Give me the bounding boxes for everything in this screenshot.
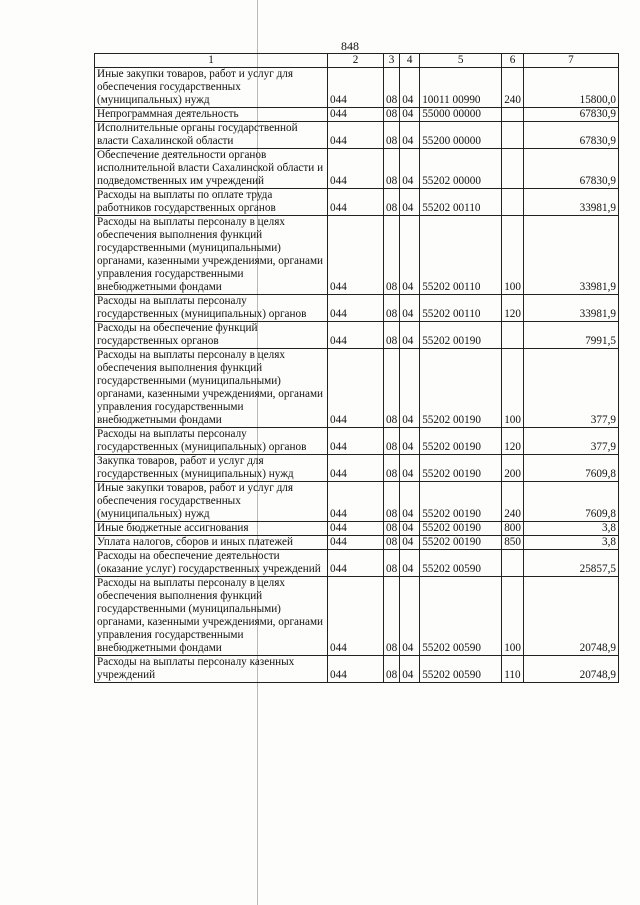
amount: 20748,9 bbox=[523, 656, 618, 683]
table-row bbox=[95, 656, 619, 683]
amount: 7609,8 bbox=[523, 482, 618, 522]
row-name: Иные бюджетные ассигнования bbox=[95, 522, 328, 536]
row-name: Расходы на выплаты персоналу в целях обеспечения выполнения функций государственными (муниципальными) органами, казенными учреждениями, органами управления государственными внебюджетными фондами bbox=[95, 216, 328, 295]
table-row bbox=[95, 550, 619, 577]
row-name: Обеспечение деятельности органов исполнительной власти Сахалинской области и подведомственных им учреждений bbox=[95, 149, 328, 189]
admin-code: 044 bbox=[328, 656, 384, 683]
expense-type-code bbox=[502, 322, 524, 349]
row-name: Закупка товаров, работ и услуг для государственных (муниципальных) нужд bbox=[95, 455, 328, 482]
section-code: 08 bbox=[384, 550, 400, 577]
target-article-code: 55202 00110 bbox=[420, 216, 502, 295]
amount: 7991,5 bbox=[523, 322, 618, 349]
target-article-code: 55202 00190 bbox=[420, 482, 502, 522]
target-article-code: 55200 00000 bbox=[420, 122, 502, 149]
subsection-code: 04 bbox=[400, 189, 420, 216]
amount: 25857,5 bbox=[523, 550, 618, 577]
admin-code: 044 bbox=[328, 189, 384, 216]
section-code: 08 bbox=[384, 189, 400, 216]
amount: 20748,9 bbox=[523, 577, 618, 656]
table-row bbox=[95, 68, 619, 108]
section-code: 08 bbox=[384, 455, 400, 482]
amount: 33981,9 bbox=[523, 216, 618, 295]
admin-code: 044 bbox=[328, 216, 384, 295]
section-code: 08 bbox=[384, 149, 400, 189]
subsection-code: 04 bbox=[400, 522, 420, 536]
table-row bbox=[95, 536, 619, 550]
section-code: 08 bbox=[384, 522, 400, 536]
admin-code: 044 bbox=[328, 295, 384, 322]
expense-type-code bbox=[502, 149, 524, 189]
section-code: 08 bbox=[384, 536, 400, 550]
amount: 377,9 bbox=[523, 428, 618, 455]
page-number: 848 bbox=[341, 39, 359, 53]
subsection-code: 04 bbox=[400, 108, 420, 122]
subsection-code: 04 bbox=[400, 216, 420, 295]
expense-type-code: 100 bbox=[502, 349, 524, 428]
row-name: Расходы на выплаты персоналу государственных (муниципальных) органов bbox=[95, 295, 328, 322]
admin-code: 044 bbox=[328, 428, 384, 455]
target-article-code: 55202 00590 bbox=[420, 550, 502, 577]
section-code: 08 bbox=[384, 122, 400, 149]
target-article-code: 55202 00110 bbox=[420, 295, 502, 322]
expense-type-code: 240 bbox=[502, 482, 524, 522]
admin-code: 044 bbox=[328, 149, 384, 189]
budget-table-body bbox=[95, 54, 619, 683]
expense-type-code: 800 bbox=[502, 522, 524, 536]
admin-code: 044 bbox=[328, 522, 384, 536]
row-name: Расходы на выплаты персоналу в целях обеспечения выполнения функций государственными (муниципальными) органами, казенными учреждениями, органами управления государственными внебюджетными фондами bbox=[95, 349, 328, 428]
amount: 377,9 bbox=[523, 349, 618, 428]
expense-type-code: 120 bbox=[502, 295, 524, 322]
target-article-code: 55000 00000 bbox=[420, 108, 502, 122]
row-name: Расходы на обеспечение деятельности (оказание услуг) государственных учреждений bbox=[95, 550, 328, 577]
section-code: 08 bbox=[384, 577, 400, 656]
target-article-code: 55202 00000 bbox=[420, 149, 502, 189]
table-row bbox=[95, 122, 619, 149]
header-cell: 7 bbox=[523, 54, 618, 68]
amount: 67830,9 bbox=[523, 122, 618, 149]
target-article-code: 55202 00590 bbox=[420, 656, 502, 683]
target-article-code: 10011 00990 bbox=[420, 68, 502, 108]
target-article-code: 55202 00190 bbox=[420, 349, 502, 428]
expense-type-code bbox=[502, 550, 524, 577]
header-cell: 6 bbox=[502, 54, 524, 68]
row-name: Расходы на выплаты персоналу в целях обеспечения выполнения функций государственными (муниципальными) органами, казенными учреждениями, органами управления государственными внебюджетными фондами bbox=[95, 577, 328, 656]
expense-type-code: 240 bbox=[502, 68, 524, 108]
section-code: 08 bbox=[384, 349, 400, 428]
target-article-code: 55202 00190 bbox=[420, 322, 502, 349]
table-row bbox=[95, 149, 619, 189]
header-cell: 5 bbox=[420, 54, 502, 68]
header-row bbox=[95, 54, 619, 68]
expense-type-code: 100 bbox=[502, 577, 524, 656]
target-article-code: 55202 00190 bbox=[420, 428, 502, 455]
expense-type-code: 120 bbox=[502, 428, 524, 455]
header-cell: 4 bbox=[400, 54, 420, 68]
section-code: 08 bbox=[384, 295, 400, 322]
row-name: Непрограммная деятельность bbox=[95, 108, 328, 122]
row-name: Расходы на обеспечение функций государственных органов bbox=[95, 322, 328, 349]
expense-type-code: 110 bbox=[502, 656, 524, 683]
section-code: 08 bbox=[384, 428, 400, 455]
admin-code: 044 bbox=[328, 349, 384, 428]
expense-type-code bbox=[502, 122, 524, 149]
row-name: Иные закупки товаров, работ и услуг для обеспечения государственных (муниципальных) нужд bbox=[95, 68, 328, 108]
subsection-code: 04 bbox=[400, 349, 420, 428]
table-row bbox=[95, 349, 619, 428]
subsection-code: 04 bbox=[400, 68, 420, 108]
expense-type-code bbox=[502, 108, 524, 122]
admin-code: 044 bbox=[328, 536, 384, 550]
budget-table bbox=[94, 53, 619, 683]
subsection-code: 04 bbox=[400, 295, 420, 322]
subsection-code: 04 bbox=[400, 322, 420, 349]
amount: 67830,9 bbox=[523, 108, 618, 122]
subsection-code: 04 bbox=[400, 149, 420, 189]
expense-type-code: 850 bbox=[502, 536, 524, 550]
amount: 3,8 bbox=[523, 522, 618, 536]
header-cell: 1 bbox=[95, 54, 328, 68]
expense-type-code bbox=[502, 189, 524, 216]
amount: 33981,9 bbox=[523, 189, 618, 216]
target-article-code: 55202 00190 bbox=[420, 455, 502, 482]
target-article-code: 55202 00590 bbox=[420, 577, 502, 656]
row-name: Уплата налогов, сборов и иных платежей bbox=[95, 536, 328, 550]
table-row bbox=[95, 522, 619, 536]
table-row bbox=[95, 455, 619, 482]
admin-code: 044 bbox=[328, 577, 384, 656]
table-row bbox=[95, 322, 619, 349]
section-code: 08 bbox=[384, 656, 400, 683]
amount: 7609,8 bbox=[523, 455, 618, 482]
expense-type-code: 200 bbox=[502, 455, 524, 482]
section-code: 08 bbox=[384, 68, 400, 108]
target-article-code: 55202 00190 bbox=[420, 536, 502, 550]
table-row bbox=[95, 189, 619, 216]
table-row bbox=[95, 216, 619, 295]
row-name: Исполнительные органы государственной власти Сахалинской области bbox=[95, 122, 328, 149]
target-article-code: 55202 00190 bbox=[420, 522, 502, 536]
row-name: Расходы на выплаты персоналу государственных (муниципальных) органов bbox=[95, 428, 328, 455]
subsection-code: 04 bbox=[400, 122, 420, 149]
table-row bbox=[95, 428, 619, 455]
section-code: 08 bbox=[384, 482, 400, 522]
subsection-code: 04 bbox=[400, 550, 420, 577]
amount: 15800,0 bbox=[523, 68, 618, 108]
row-name: Расходы на выплаты персоналу казенных учреждений bbox=[95, 656, 328, 683]
subsection-code: 04 bbox=[400, 577, 420, 656]
amount: 3,8 bbox=[523, 536, 618, 550]
table-row bbox=[95, 108, 619, 122]
amount: 33981,9 bbox=[523, 295, 618, 322]
header-cell: 3 bbox=[384, 54, 400, 68]
admin-code: 044 bbox=[328, 550, 384, 577]
table-row bbox=[95, 482, 619, 522]
amount: 67830,9 bbox=[523, 149, 618, 189]
subsection-code: 04 bbox=[400, 656, 420, 683]
section-code: 08 bbox=[384, 108, 400, 122]
row-name: Иные закупки товаров, работ и услуг для обеспечения государственных (муниципальных) нужд bbox=[95, 482, 328, 522]
section-code: 08 bbox=[384, 216, 400, 295]
admin-code: 044 bbox=[328, 322, 384, 349]
header-cell: 2 bbox=[328, 54, 384, 68]
admin-code: 044 bbox=[328, 482, 384, 522]
subsection-code: 04 bbox=[400, 455, 420, 482]
admin-code: 044 bbox=[328, 68, 384, 108]
row-name: Расходы на выплаты по оплате труда работников государственных органов bbox=[95, 189, 328, 216]
admin-code: 044 bbox=[328, 455, 384, 482]
admin-code: 044 bbox=[328, 108, 384, 122]
section-code: 08 bbox=[384, 322, 400, 349]
target-article-code: 55202 00110 bbox=[420, 189, 502, 216]
expense-type-code: 100 bbox=[502, 216, 524, 295]
subsection-code: 04 bbox=[400, 482, 420, 522]
table-row bbox=[95, 577, 619, 656]
subsection-code: 04 bbox=[400, 536, 420, 550]
table-row bbox=[95, 295, 619, 322]
admin-code: 044 bbox=[328, 122, 384, 149]
subsection-code: 04 bbox=[400, 428, 420, 455]
